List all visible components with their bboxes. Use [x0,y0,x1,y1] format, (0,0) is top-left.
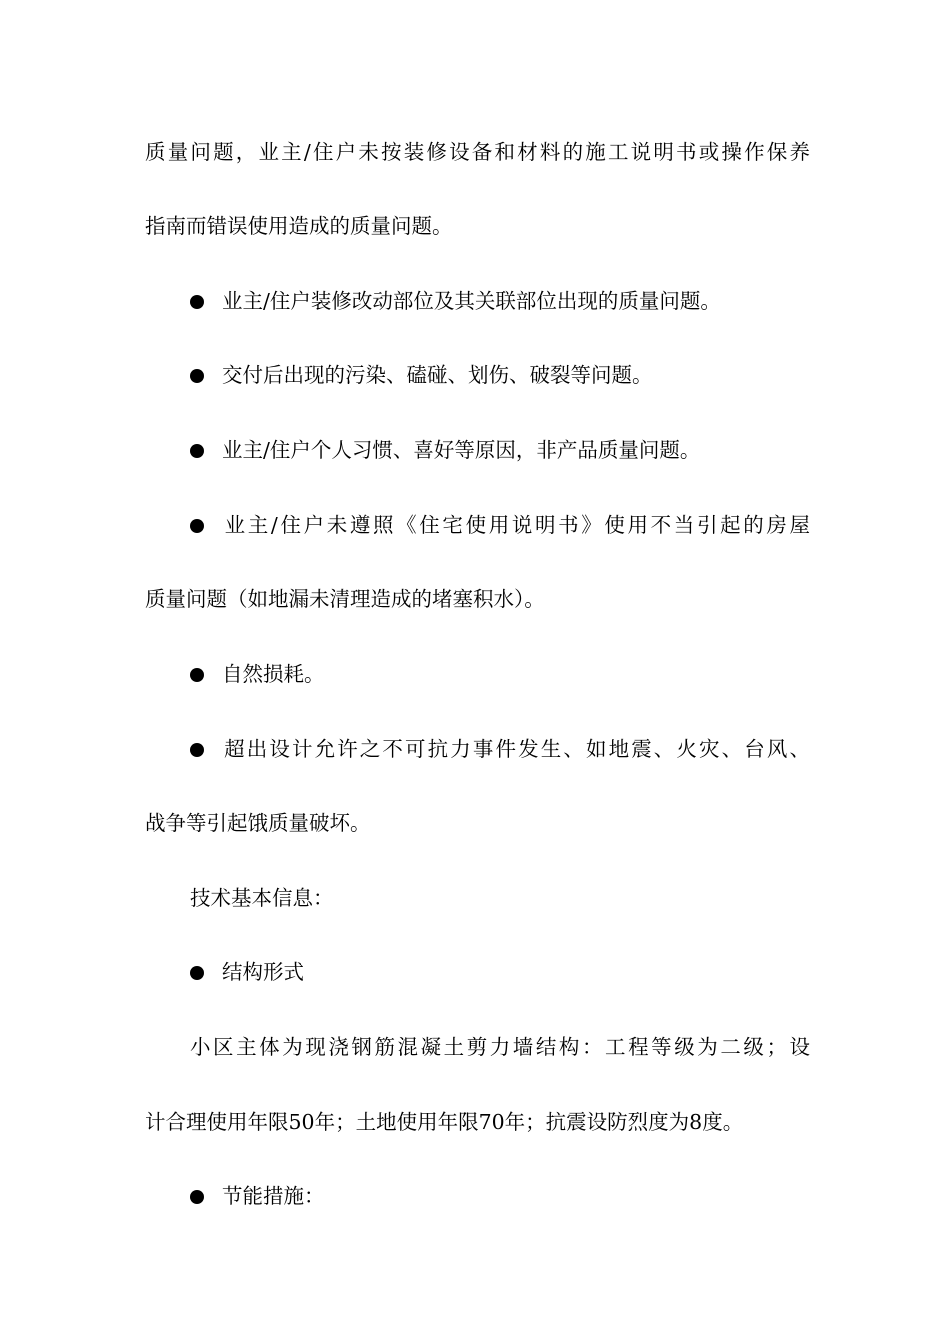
paragraph-line: 指南而错误使用造成的质量问题。 [145,214,453,238]
paragraph-line: 计合理使用年限50年；土地使用年限70年；抗震设防烈度为8度。 [145,1110,744,1134]
paragraph-line: 战争等引起饿质量破坏。 [145,811,371,835]
bullet-item: 超出设计允许之不可抗力事件发生、如地震、火灾、台风、 [190,733,810,765]
bullet-item: 业主/住户装修改动部位及其关联部位出现的质量问题。 [190,285,810,317]
bullet-item: 节能措施： [190,1180,810,1212]
bullet-icon [190,519,204,533]
bullet-item: 结构形式 [190,956,810,988]
bullet-item: 业主/住户未遵照《住宅使用说明书》使用不当引起的房屋 [190,509,810,541]
paragraph-line: 小区主体为现浇钢筋混凝土剪力墙结构：工程等级为二级；设 [190,1035,810,1059]
bullet-item: 交付后出现的污染、磕碰、划伤、破裂等问题。 [190,359,810,391]
bullet-icon [190,444,204,458]
bullet-icon [190,1190,204,1204]
bullet-icon [190,668,204,682]
section-heading: 技术基本信息： [190,886,334,910]
bullet-icon [190,295,204,309]
paragraph-line: 质量问题，业主/住户未按装修设备和材料的施工说明书或操作保养 [145,140,810,164]
bullet-icon [190,369,204,383]
paragraph-line: 质量问题（如地漏未清理造成的堵塞积水）。 [145,587,545,611]
bullet-item: 自然损耗。 [190,658,810,690]
bullet-item: 业主/住户个人习惯、喜好等原因，非产品质量问题。 [190,434,810,466]
bullet-icon [190,743,204,757]
bullet-icon [190,966,204,980]
